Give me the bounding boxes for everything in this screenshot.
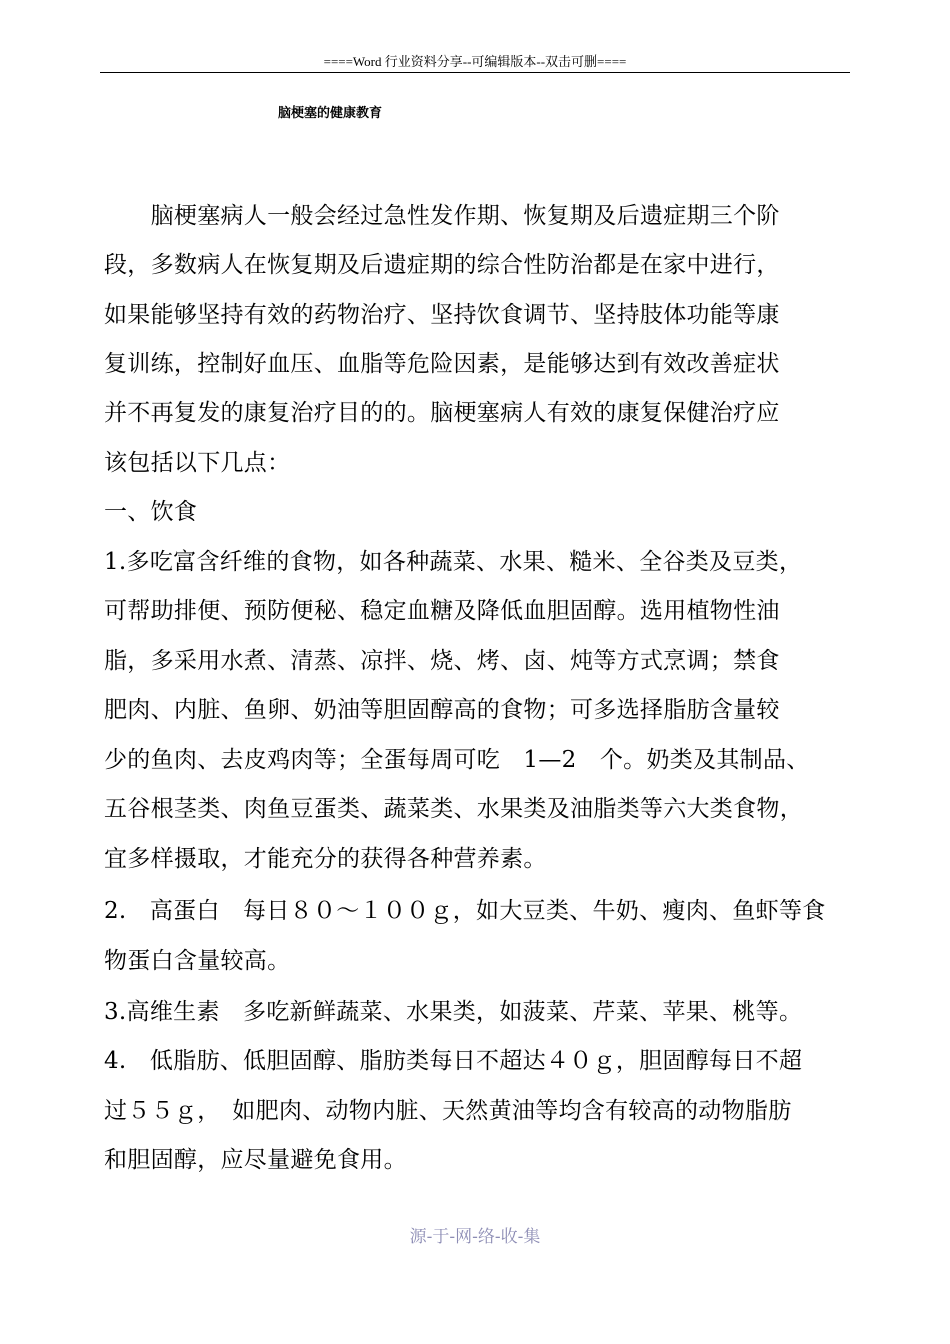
body-line: 肥肉、内脏、鱼卵、奶油等胆固醇高的食物；可多选择脂肪含量较 [104,697,780,723]
body-line: 过５５ｇ， 如肥肉、动物内脏、天然黄油等均含有较高的动物脂肪 [104,1098,792,1124]
body-line: 2. 高蛋白 每日８０～１００ｇ，如大豆类、牛奶、瘦肉、鱼虾等食 [104,898,826,924]
body-line: 可帮助排便、预防便秘、稳定血糖及降低血胆固醇。选用植物性油 [104,598,780,624]
body-line: 4. 低脂肪、低胆固醇、脂肪类每日不超达４０ｇ，胆固醇每日不超 [104,1048,803,1074]
body-line: 物蛋白含量较高。 [104,948,291,974]
section-heading: 一、饮食 [104,499,198,525]
body-line: 宜多样摄取，才能充分的获得各种营养素。 [104,846,547,872]
body-line: 脂，多采用水煮、清蒸、凉拌、烧、烤、卤、炖等方式烹调；禁食 [104,648,780,674]
body-line: 3.高维生素 多吃新鲜蔬菜、水果类，如菠菜、芹菜、苹果、桃等。 [104,999,803,1025]
body-line: 如果能够坚持有效的药物治疗、坚持饮食调节、坚持肢体功能等康 [104,302,780,328]
page-footer: 源-于-网-络-收-集 [409,1227,541,1247]
header-divider [100,72,850,73]
body-line: 少的鱼肉、去皮鸡肉等；全蛋每周可吃 1—2 个。奶类及其制品、 [104,747,810,773]
page-header: ====Word 行业资料分享--可编辑版本--双击可删==== [323,54,627,69]
body-line: 该包括以下几点： [104,450,291,476]
body-line: 脑梗塞病人一般会经过急性发作期、恢复期及后遗症期三个阶 [104,203,780,229]
body-line: 五谷根茎类、肉鱼豆蛋类、蔬菜类、水果类及油脂类等六大类食物， [104,796,803,822]
body-line: 并不再复发的康复治疗目的的。脑梗塞病人有效的康复保健治疗应 [104,400,780,426]
body-line: 段，多数病人在恢复期及后遗症期的综合性防治都是在家中进行， [104,252,780,278]
body-line: 复训练，控制好血压、血脂等危险因素，是能够达到有效改善症状 [104,351,780,377]
body-line: 1.多吃富含纤维的食物，如各种蔬菜、水果、糙米、全谷类及豆类， [104,549,803,575]
body-line: 和胆固醇，应尽量避免食用。 [104,1147,407,1173]
document-title: 脑梗塞的健康教育 [278,106,383,121]
